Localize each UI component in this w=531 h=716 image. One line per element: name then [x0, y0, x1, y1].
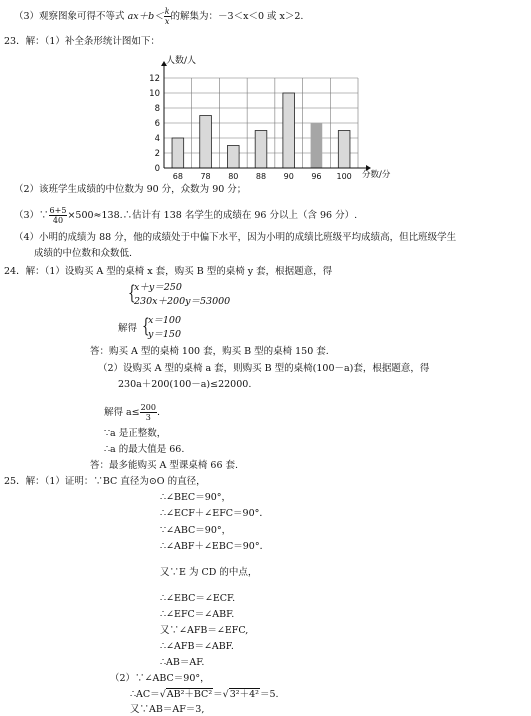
- chart-y-tick-label: 0: [154, 164, 160, 174]
- q24-inequality: 230a＋200(100－a)≤22000.: [118, 379, 252, 390]
- sqrt-icon: √: [159, 689, 166, 700]
- q22-fraction: [164, 7, 171, 26]
- q24-solution-y: y＝150: [148, 329, 181, 340]
- q24-answer1: 答：购买 A 型的桌椅 100 套，购买 B 型的桌椅 150 套.: [90, 346, 329, 357]
- q22-expr: ax＋b＜: [127, 11, 164, 22]
- chart-y-tick-label: 8: [154, 104, 160, 114]
- chart-bar: [200, 116, 212, 169]
- q25-step-g: ∴∠EFC＝∠ABF.: [160, 609, 235, 620]
- q24-solve-text: 解得 a≤: [104, 407, 140, 418]
- chart-bar: [172, 138, 184, 168]
- q23-fraction-den: 40: [52, 216, 64, 225]
- q25-sqrt-1: AB²＋BC²: [166, 689, 213, 700]
- q24-solve-label: 解得: [118, 323, 138, 334]
- chart-x-tick-label: 80: [228, 172, 239, 181]
- q25-equals: ＝: [213, 689, 223, 700]
- chart-x-label: 分数/分: [362, 170, 391, 180]
- q25-result: ＝5.: [259, 689, 279, 700]
- q22-text: （3）观察图象可得不等式: [14, 11, 128, 22]
- q25-part1-line: 25．解：（1）证明：∵BC 直径为⊙O 的直径，: [4, 476, 206, 487]
- chart-x-tick-label: 96: [311, 172, 322, 181]
- chart-y-tick-label: 12: [149, 74, 160, 84]
- q24-part2-line: （2）设购买 A 型的桌椅 a 套，则购买 B 型的桌椅(100－a)套，根据题意，得: [98, 363, 430, 374]
- chart-bar: [283, 93, 295, 168]
- q24-answer2: 答：最多能购买 A 型课桌椅 66 套.: [90, 460, 239, 471]
- q25-step-j: ∴AB＝AF.: [160, 657, 205, 668]
- chart-x-tick-label: 100: [336, 172, 352, 181]
- q24-equation1: x＋y＝250: [134, 282, 182, 293]
- q24-equation2: 230x＋200y＝53000: [134, 296, 231, 307]
- q23-part2-line: （2）该班学生成绩的中位数为 90 分，众数为 90 分；: [14, 184, 247, 195]
- chart-bar: [311, 123, 323, 168]
- q23-part3-line: [14, 206, 357, 225]
- q25-step-h: 又∵∠AFB＝∠EFC,: [160, 625, 249, 636]
- q24-integer-line: ∵a 是正整数，: [104, 428, 167, 439]
- q25-sqrt-2: 3²＋4²: [229, 689, 259, 700]
- q24-fraction-den: 3: [145, 413, 151, 422]
- chart-x-tick-label: 88: [255, 172, 267, 181]
- bar-chart: [140, 52, 400, 182]
- q23-fraction: [49, 206, 68, 225]
- q24-part1-line: 24．解：（1）设购买 A 型的桌椅 x 套，购买 B 型的桌椅 y 套，根据题意，得: [4, 266, 333, 277]
- chart-x-tick-label: 90: [283, 172, 294, 181]
- q24-solution-x: x＝100: [148, 315, 181, 326]
- q25-step-e: 又∵E 为 CD 的中点，: [160, 567, 258, 578]
- chart-bar: [227, 146, 239, 169]
- q25-step-b: ∴∠ECF＋∠EFC＝90°．: [160, 508, 269, 519]
- chart-x-tick-label: 78: [200, 172, 211, 181]
- chart-bars: [172, 93, 350, 168]
- q22-fraction-den: x: [164, 17, 170, 26]
- chart-x-tick-label: 68: [172, 172, 183, 181]
- q25-step-l: 又∵AB＝AF＝3,: [130, 704, 205, 715]
- chart-y-label: 人数/人: [166, 56, 197, 66]
- q24-max-line: ∴a 的最大值是 66.: [104, 444, 185, 455]
- chart-y-tick-label: 2: [154, 149, 160, 159]
- q25-step-k: [130, 689, 279, 701]
- q23-part4-line2: 成绩的中位数和众数低.: [34, 248, 133, 259]
- q24-fraction-num: 200: [140, 403, 156, 412]
- chart-y-tick-label: 4: [154, 134, 160, 144]
- q23-fraction-num: 6+5: [49, 206, 67, 215]
- q25-step-f: ∴∠EBC＝∠ECF.: [160, 593, 236, 604]
- q23-part4-line1: （4）小明的成绩为 88 分，他的成绩处于中偏下水平，因为小明的成绩比班级平均成绩高，但比班级学生: [14, 232, 457, 243]
- q24-system-brace: {: [128, 280, 136, 304]
- q25-step-a: ∴∠BEC＝90°，: [160, 492, 232, 503]
- q24-solution-brace: {: [142, 313, 150, 337]
- q25-step-d: ∴∠ABF＋∠EBC＝90°．: [160, 541, 270, 552]
- chart-y-tick-label: 6: [154, 119, 160, 129]
- chart-y-tick-label: 10: [149, 89, 160, 99]
- q22-part3-line: [14, 7, 303, 26]
- chart-bar: [255, 131, 267, 169]
- q22-fraction-num: k: [164, 7, 170, 16]
- q22-solution-set: 的解集为：－3＜x＜0 或 x＞2.: [170, 11, 304, 22]
- q25-step-c: ∵∠ABC＝90°，: [160, 525, 232, 536]
- q25-ac-text: ∴AC＝: [130, 689, 160, 700]
- q25-part2-line: （2）∵∠ABC＝90°，: [110, 673, 210, 684]
- sqrt-icon: √: [222, 689, 229, 700]
- q25-step-i: ∴∠AFB＝∠ABF.: [160, 641, 234, 652]
- q23-because: （3）∵: [14, 210, 49, 221]
- q24-solve-line: 解得 a≤ $\frac{200}{3}$ .: [104, 403, 160, 422]
- q24-fraction: [140, 403, 157, 422]
- chart-bar: [338, 131, 350, 169]
- q23-estimate: ×500≈138.∴估计有 138 名学生的成绩在 96 分以上（含 96 分）.: [67, 210, 358, 221]
- q23-part1-line: 23．解：（1）补全条形统计图如下：: [4, 36, 160, 47]
